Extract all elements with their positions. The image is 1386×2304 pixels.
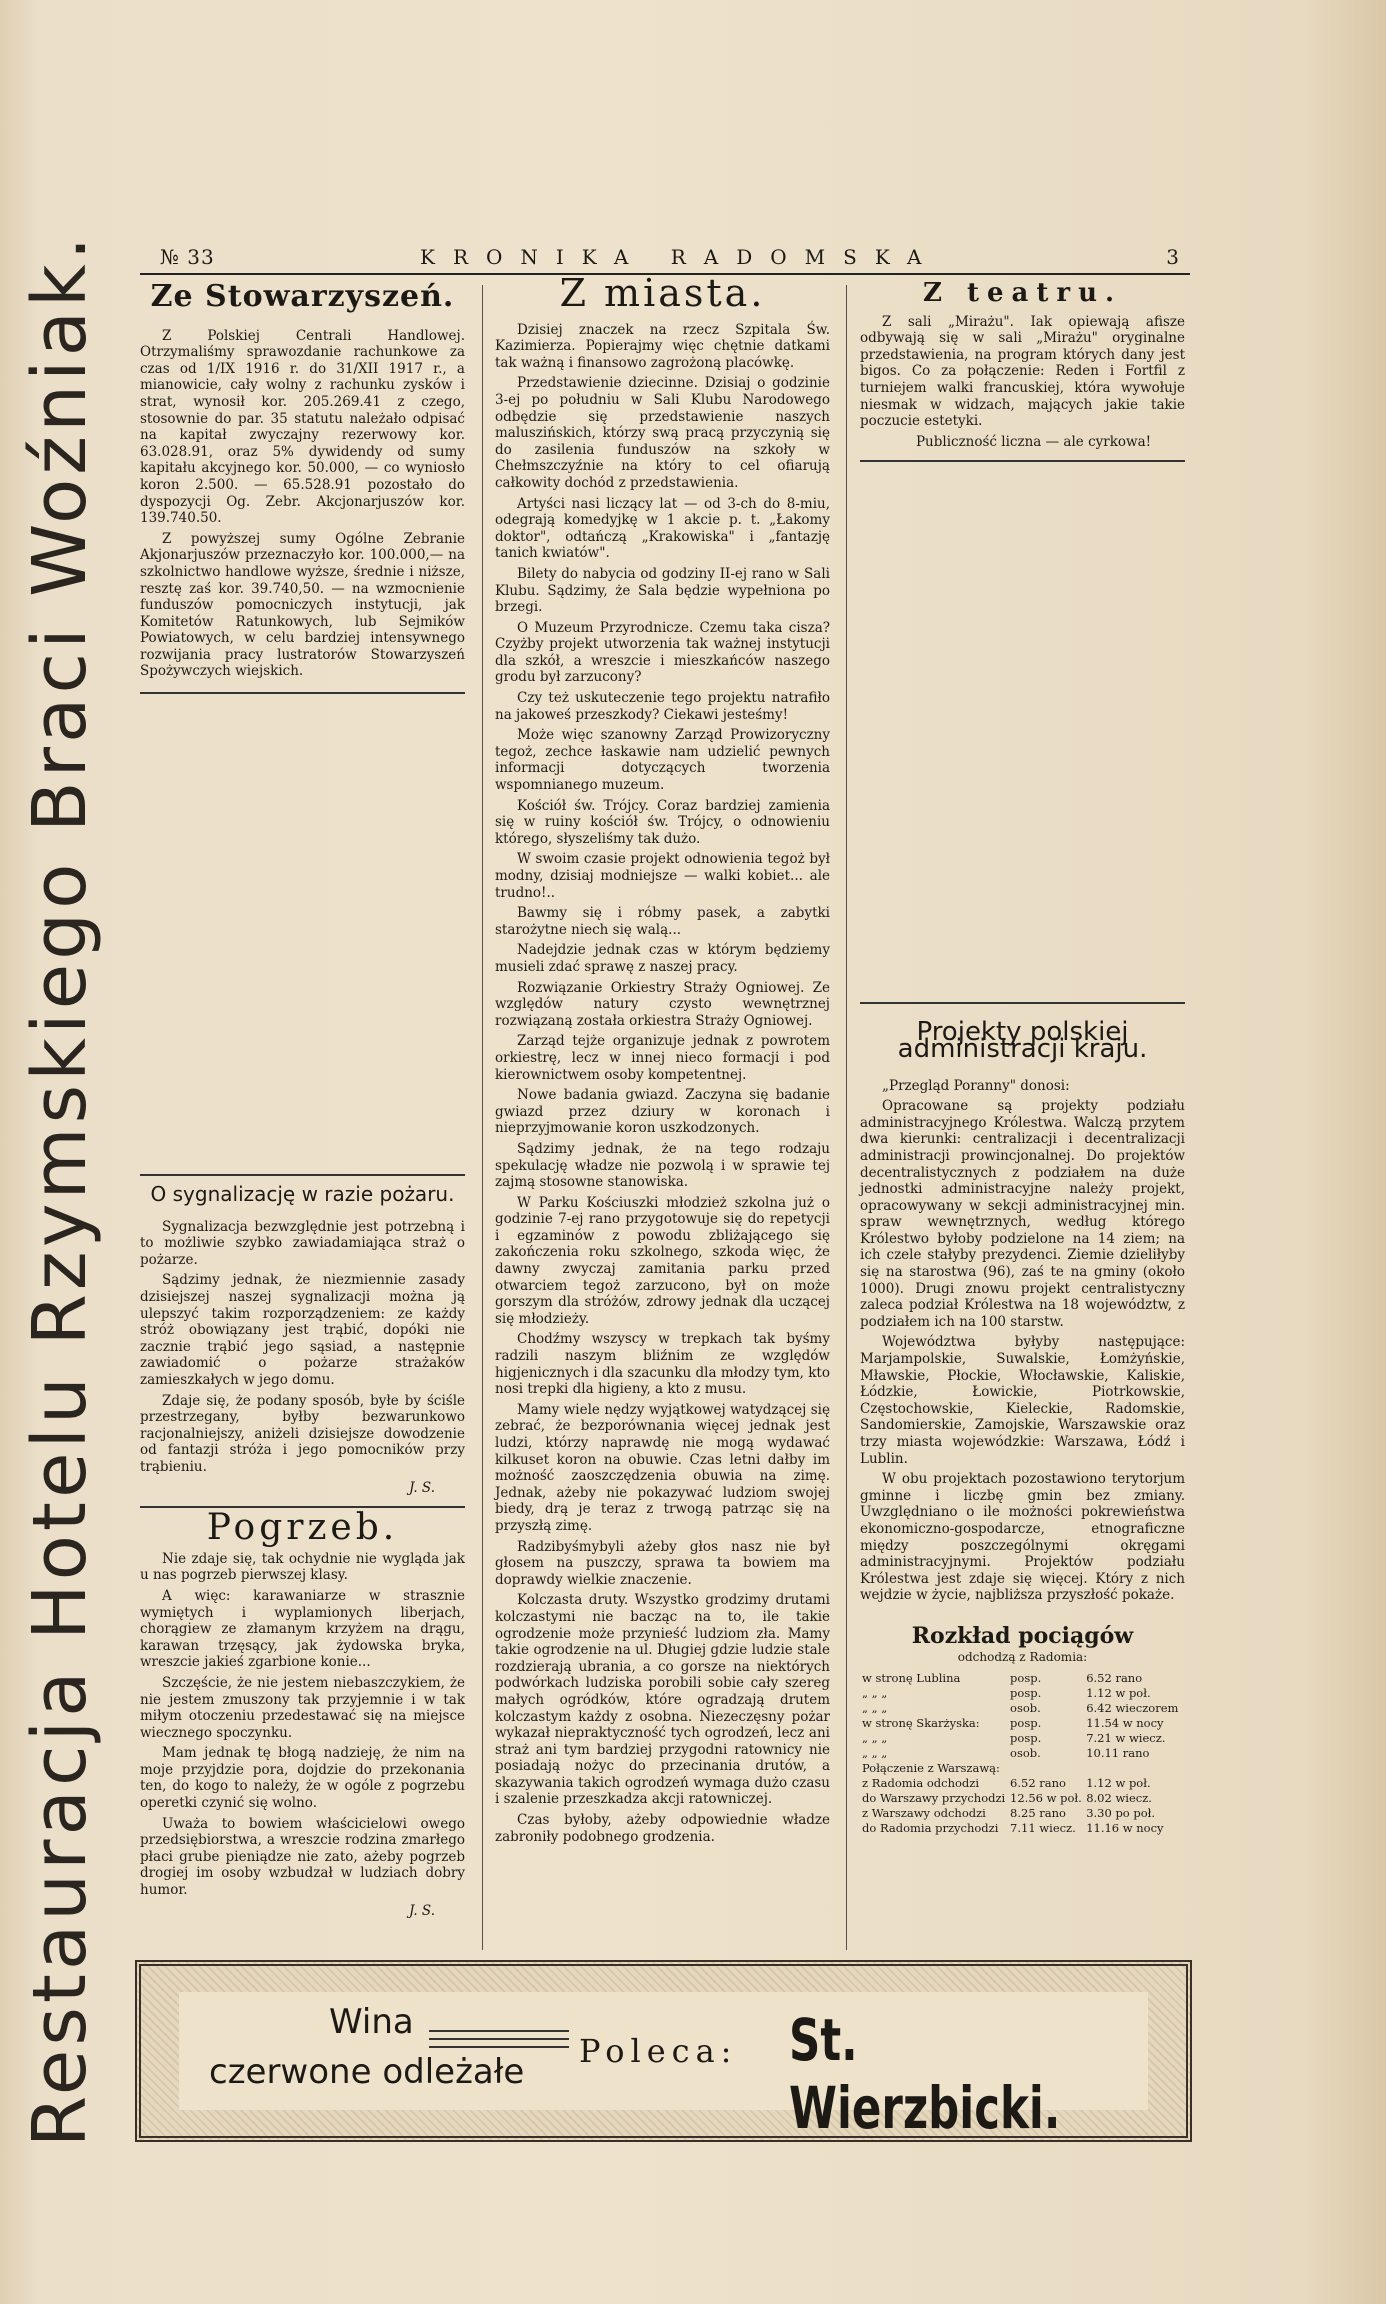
cell: z Radomia odchodzi xyxy=(862,1776,980,1791)
paragraph: Z powyższej sumy Ogólne Zebranie Akjonarjuszów przeznaczyło kor. 100.000,— na szkolnictwo handlowe wyższe, średnie i niższe, resztę zaś kor. 39.740,50. — na wzmocnienie funduszów pomocniczych instytucji, jak Komitetów Ratunkowych, lub Sejmików Powiatowych, w celu bardziej intensywnego rozwijania pracy lustratorów Stowarzyszeń Spożywczych wiejskich. xyxy=(140,530,465,680)
table-row xyxy=(860,1761,1185,1776)
cell: posp. xyxy=(1010,1686,1042,1701)
paragraph: Przedstawienie dziecinne. Dzisiaj o godzinie 3-ej po południu w Sali Klubu Narodowego odbędzie się przedstawienie naszych maluszińskich, którzy swą pracą przyczynią się do zasilenia funduszów na szkoły w Chełmszczyźnie na który to cel ofiarują całkowity dochód z przedstawienia. xyxy=(495,375,830,491)
paragraph: Kościół św. Trójcy. Coraz bardziej zamienia się w ruiny kościół św. Trójcy, o odnowieniu którego, słyszeliśmy tak dużo. xyxy=(495,797,830,847)
table-row xyxy=(860,1776,1185,1791)
column-3 xyxy=(860,278,1185,1836)
cell: osob. xyxy=(1010,1701,1041,1716)
section-title-rozklad: Rozkład pociągów xyxy=(911,1622,1134,1649)
cell: 11.16 w nocy xyxy=(1086,1821,1164,1836)
cell: 7.11 wiecz. xyxy=(1010,1821,1076,1836)
cell xyxy=(1181,1776,1185,1791)
cell: 10.11 rano xyxy=(1086,1746,1150,1761)
section-title-pogrzeb: Pogrzeb. xyxy=(206,1507,399,1549)
section-title-stowarzyszen: Ze Stowarzyszeń. xyxy=(150,279,455,314)
section-title-z-teatru: Z teatru. xyxy=(922,278,1123,308)
advertisement-inner xyxy=(179,1992,1148,2142)
table-row xyxy=(860,1731,1185,1746)
cell: posp. xyxy=(1010,1731,1042,1746)
cell xyxy=(1181,1701,1185,1716)
table-row xyxy=(860,1791,1185,1806)
cell: „ „ „ xyxy=(862,1686,888,1701)
section-title-z-miasta: Z miasta. xyxy=(559,271,766,315)
cell: w stronę Skarżyska: xyxy=(862,1716,980,1731)
paragraph: Bawmy się i róbmy pasek, a zabytki starożytne niech się walą... xyxy=(495,905,830,938)
cell xyxy=(1181,1716,1185,1731)
advertisement-box xyxy=(135,1960,1192,2142)
paragraph: Z Polskiej Centrali Handlowej. Otrzymaliśmy sprawozdanie rachunkowe za czas od 1/IX 1916 r. do 31/XII 1917 r., a mianowicie, cały wolny z rachunku zysków i strat, wynosił kor. 205.269.41 z czego, stosownie do par. 35 statutu należało odpisać na kapitał zwyczajny rezerwowy kor. 63.028.91, oraz 5% dywidendy od sumy kapitału akcyjnego kor. 50.000, — co wyniosło koron 2.500. — 65.528.91 pozostało do dyspozycji Og. Zebr. Akcjonarjuszów kor. 139.740.50. xyxy=(140,327,465,527)
cell: z Warszawy odchodzi xyxy=(862,1806,986,1821)
cell xyxy=(1084,1761,1181,1776)
section-title-projekty: Projekty polskiej administracji kraju. xyxy=(897,1017,1148,1064)
decorative-line xyxy=(429,2030,569,2032)
train-timetable xyxy=(860,1671,1185,1836)
decorative-line xyxy=(429,2038,569,2040)
table-row xyxy=(860,1716,1185,1731)
paragraph: Z sali „Mirażu". Iak opiewają afisze odbywają się w sali „Mirażu" oryginalne przedstawienia, na program których dany jest bigos. Co za połączenie: Reden i Fortfil z turniejem walki francuskiej, która wywołuje niesmak w widzach, mających jakie takie poczucie estetyki. xyxy=(860,313,1185,430)
paragraph: Uważa to bowiem właścicielowi owego przedsiębiorstwa, a wreszcie rodzina zmarłego płaci grube pieniądze nie zato, ażeby pogrzeb drogiej im osoby wzbudzał w ludziach dobry humor. xyxy=(140,1815,465,1899)
cell: 6.42 wieczorem xyxy=(1086,1701,1179,1716)
cell: 8.25 rano xyxy=(1010,1806,1066,1821)
cell xyxy=(1181,1731,1185,1746)
cell: „ „ „ xyxy=(862,1731,888,1746)
paragraph: Sądzimy jednak, że niezmiennie zasady dzisiejszej naszej sygnalizacji można ją ulepszyć takim rozporządzeniem: ze każdy stróż obowiązany jest trąbić, dopóki nie zacznie trąbić jego sąsiad, a następnie zawiadomić o pożarze strażaków zamieszkałych w jego domu. xyxy=(140,1272,465,1388)
table-row xyxy=(860,1686,1185,1701)
paragraph: Województwa byłyby następujące: Marjampolskie, Suwalskie, Łomżyńskie, Mławskie, Płockie, Włocławskie, Kaliskie, Łódzkie, Łowickie, Piotrkowskie, Częstochowskie, Kieleckie, Radomskie, Sandomierskie, Zamojskie, Warszawskie oraz trzy miasta wojewódzkie: Warszawa, Łódź i Lublin. xyxy=(860,1334,1185,1467)
paragraph: O Muzeum Przyrodnicze. Czemu taka cisza? Czyżby projekt utworzenia tak ważnej instytucji dla szkół, a wreszcie i mieszkańców naszego grodu był zarzucony? xyxy=(495,619,830,686)
cell: osob. xyxy=(1010,1746,1041,1761)
cell: 12.56 w poł. xyxy=(1010,1791,1082,1806)
divider xyxy=(140,692,465,694)
issue-number: № 33 xyxy=(160,245,215,269)
cell xyxy=(1181,1761,1185,1776)
cell xyxy=(1181,1671,1185,1686)
column-1 xyxy=(140,279,465,1919)
paragraph: Sądzimy jednak, że na tego rodzaju spekulację władze nie pozwolą i w sprawie tej zajmą stosowne stanowiska. xyxy=(495,1140,830,1191)
paragraph: Artyści nasi liczący lat — od 3-ch do 8-miu, odegrają komedyjkę w 1 akcie p. t. „Łakomy doktor", odtańczą „Krakowiska" i „fantazję tanich kwiatów". xyxy=(495,495,830,562)
paragraph: Publiczność liczna — ale cyrkowa! xyxy=(915,433,1152,450)
table-row xyxy=(860,1701,1185,1716)
table-row xyxy=(860,1821,1185,1836)
divider xyxy=(140,1174,465,1176)
cell: posp. xyxy=(1010,1671,1042,1686)
paragraph: Radzibyśmybyli ażeby głos nasz nie był głosem na puszczy, sprawa ta bowiem ma doprawdy wielkie znaczenie. xyxy=(495,1538,830,1588)
ad-czerwone: czerwone odleżałe xyxy=(209,2052,525,2092)
vertical-advert xyxy=(10,232,110,2148)
cell: 1.12 w poł. xyxy=(1086,1686,1151,1701)
cell: 3.30 po poł. xyxy=(1086,1806,1156,1821)
table-row xyxy=(860,1806,1185,1821)
paragraph: Nadejdzie jednak czas w którym będziemy musieli zdać sprawę z naszej pracy. xyxy=(495,942,830,975)
cell: 1.12 w poł. xyxy=(1086,1776,1151,1791)
paragraph: Czas byłoby, ażeby odpowiednie władze zabroniły podobnego grodzenia. xyxy=(495,1812,830,1845)
paragraph: Bilety do nabycia od godziny II-ej rano w Sali Klubu. Sądzimy, że Sala będzie wypełniona po brzegi. xyxy=(495,565,830,616)
column-divider xyxy=(846,285,847,1950)
paragraph: Zarząd tejże organizuje jednak z powrotem orkiestrę, lecz w innej nieco formacji i pod kierownictwem osoby kompetentnej. xyxy=(495,1033,830,1083)
cell: 11.54 w nocy xyxy=(1086,1716,1164,1731)
cell: „ „ „ xyxy=(862,1701,888,1716)
paragraph: „Przegląd Poranny" donosi: xyxy=(882,1077,1070,1094)
paragraph: Dzisiej znaczek na rzecz Szpitala Św. Kazimierza. Popierajmy więc chętnie datkami tak ważną i finansowo zagrożoną placówkę. xyxy=(495,321,830,371)
cell: w stronę Lublina xyxy=(862,1671,961,1686)
section-title-sygnalizacja: O sygnalizację w razie pożaru. xyxy=(150,1182,455,1207)
page-number: 3 xyxy=(1166,245,1180,269)
cell: posp. xyxy=(1010,1716,1042,1731)
cell xyxy=(1181,1821,1185,1836)
column-divider xyxy=(482,285,483,1950)
paragraph: Mamy wiele nędzy wyjątkowej watydzącej się zebrać, że bezporównania więcej jednak jest ludzi, którzy naprawdę nie mogą wydawać kilkuset koron na obuwie. Czas letni dałby im możność zaoszczędzenia obuwia na zimę. Jednak, ażeby nie pokazywać ludziom swojej biedy, drą je teraz z trwogą patrząc się na przyszłą zimę. xyxy=(495,1401,830,1534)
cell: „ „ „ xyxy=(862,1746,888,1761)
vertical-advert-text: Restauracja Hotelu Rzymskiego Braci Woźniak. xyxy=(17,232,103,2148)
table-row xyxy=(860,1746,1185,1761)
cell xyxy=(1008,1761,1084,1776)
cell: 6.52 rano xyxy=(1086,1671,1143,1686)
paragraph: Szczęście, że nie jestem niebaszczykiem, że nie jestem zmuszony tak przyjemnie i w tak miłym otoczeniu przedestawać się na miejsce wiecznego spoczynku. xyxy=(140,1674,465,1741)
cell: do Warszawy przychodzi xyxy=(862,1791,1006,1806)
cell: 6.52 rano xyxy=(1010,1776,1066,1791)
ad-wina: Wina xyxy=(329,2002,414,2042)
paragraph: W obu projektach pozostawiono terytorjum gminne i liczbę gmin bez zmiany. Uwzględniano o ile możności pokrewieństwa ekonomiczno-gospodarcze, etnograficzne między poszczególnymi okręgami administracyjnymi. Projektów podziału Królestwa jest zdaje się więcej. Który z nich wejdzie w życie, najbliższa przyszłość pokaże. xyxy=(860,1471,1185,1604)
cell xyxy=(1181,1791,1185,1806)
signature: J. S. xyxy=(408,1902,435,1919)
paragraph: W swoim czasie projekt odnowienia tegoż był modny, dzisiaj modniejsze — walki kobiet... ale trudno!.. xyxy=(495,851,830,901)
newspaper-title: KRONIKA RADOMSKA xyxy=(420,245,940,269)
table-row xyxy=(860,1671,1185,1686)
decorative-line xyxy=(429,2046,569,2048)
cell: do Radomia przychodzi xyxy=(862,1821,999,1836)
paragraph: Kolczasta druty. Wszystko grodzimy drutami kolczastymi nie bacząc na to, ile takie ogrodzenie może przynieść ludziom zła. Mamy takie ogrodzenie na ul. Długiej gdzie ludzie stale rozdzierają ubrania, a co gorsze na niektórych podwórkach ludziska porobili sobie cały szereg małych ogródków, które ogradzają drutem kolczastym każdy z osobna. Niezeczęsny pożar wykazał niepraktyczność tych ogrodzeń, lecz ani straż ani tym bardziej przygodni ratownicy nie posiadają nożyc do przecinania drutów, a skazywania takich ogrodzeń wymaga dużo czasu i szalenie przeszkadza akcji ratowniczej. xyxy=(495,1592,830,1808)
signature: J. S. xyxy=(408,1479,435,1496)
divider xyxy=(860,1002,1185,1004)
cell xyxy=(1181,1746,1185,1761)
paragraph: Mam jednak tę błogą nadzieję, że nim na moje przyjdzie pora, dojdzie do przekonania ten, do kogo to należy, że w ogóle z pogrzebu operetki czynić się wolno. xyxy=(140,1745,465,1812)
divider xyxy=(860,460,1185,462)
paragraph: Może więc szanowny Zarząd Prowizoryczny tegoż, zechce łaskawie nam udzielić pewnych informacji dotyczących tworzenia wspomnianego muzeum. xyxy=(495,727,830,794)
timetable-subtitle: odchodzą z Radomia: xyxy=(957,1649,1088,1664)
cell: 7.21 w wiecz. xyxy=(1086,1731,1166,1746)
paragraph: Nie zdaje się, tak ochydnie nie wygląda jak u nas pogrzeb pierwszej klasy. xyxy=(140,1550,465,1584)
paragraph: A więc: karawaniarze w strasznie wymiętych i wyplamionych liberjach, chorągiew ze złamanym krzyżem na drągu, karawan trzęsący, jak żydowska bryka, wreszcie jakieś zgarbione konie... xyxy=(140,1587,465,1671)
cell: 8.02 wiecz. xyxy=(1086,1791,1152,1806)
paragraph: Nowe badania gwiazd. Zaczyna się badanie gwiazd przez dziury w koronach i nieprzyjmowanie koron uszkodzonych. xyxy=(495,1087,830,1137)
cell xyxy=(1181,1806,1185,1821)
cell: Połączenie z Warszawą: xyxy=(862,1761,1000,1776)
cell xyxy=(1181,1686,1185,1701)
column-2 xyxy=(495,271,830,1849)
ad-poleca: Poleca: xyxy=(579,2032,738,2070)
paragraph: Zdaje się, że podany sposób, byłe by ściśle przestrzegany, byłby bezwarunkowo racjonalniejszy, aniżeli dzisiejsze dowodzenie od fantazji stróża i jego pomocników przy trąbieniu. xyxy=(140,1392,465,1475)
paragraph: Opracowane są projekty podziału administracyjnego Królestwa. Walczą przytem dwa kierunki: centralizacji i decentralizacji administracji prowincjonalnej. Do projektów decentralistycznych z podziałem na duże jednostki administracyjne należy projekt, opracowywany w sekcji administracyjnej min. spraw wewnętrznych, według którego Królestwo byłoby podzielone na 14 ziem; na ich czele stałyby prezydenci. Ziemie dzieliłyby się na starostwa (96), zaś te na gminy (około 1000). Drugi znowu projekt centralistyczny zaleca podział Królestwa na 18 województw, z podziałem ich na 100 starstw. xyxy=(860,1098,1185,1330)
paragraph: W Parku Kościuszki młodzież szkolna już o godzinie 7-ej rano przygotowuje się do repetycji i egzaminów z powodu zbliżającego się zakończenia roku szkolnego, szkoda więc, że dawny zwyczaj zamitania parku przed otwarciem tegoż zarzucono, był on może gorszym dla stróżów, zdrowy jednak dla uczącej się młodzieży. xyxy=(495,1194,830,1327)
paragraph: Rozwiązanie Orkiestry Straży Ogniowej. Ze względów natury czysto wewnętrznej rozwiązaną została orkiestra Straży Ogniowej. xyxy=(495,979,830,1029)
ad-merchant-name: St. Wierzbicki. xyxy=(789,2006,1061,2142)
paragraph: Sygnalizacja bezwzględnie jest potrzebną i to możliwie szybko zawiadamiająca straż o pożarze. xyxy=(140,1218,465,1268)
paragraph: Czy też uskuteczenie tego projektu natrafiło na jakoweś przeszkody? Ciekawi jesteśmy! xyxy=(495,690,830,723)
paragraph: Chodźmy wszyscy w trepkach tak byśmy radzili naszym bliźnim ze względów higjenicznych i dla szacunku dla młodzy tym, kto nosi trepki dla higieny, a kto z musu. xyxy=(495,1331,830,1398)
